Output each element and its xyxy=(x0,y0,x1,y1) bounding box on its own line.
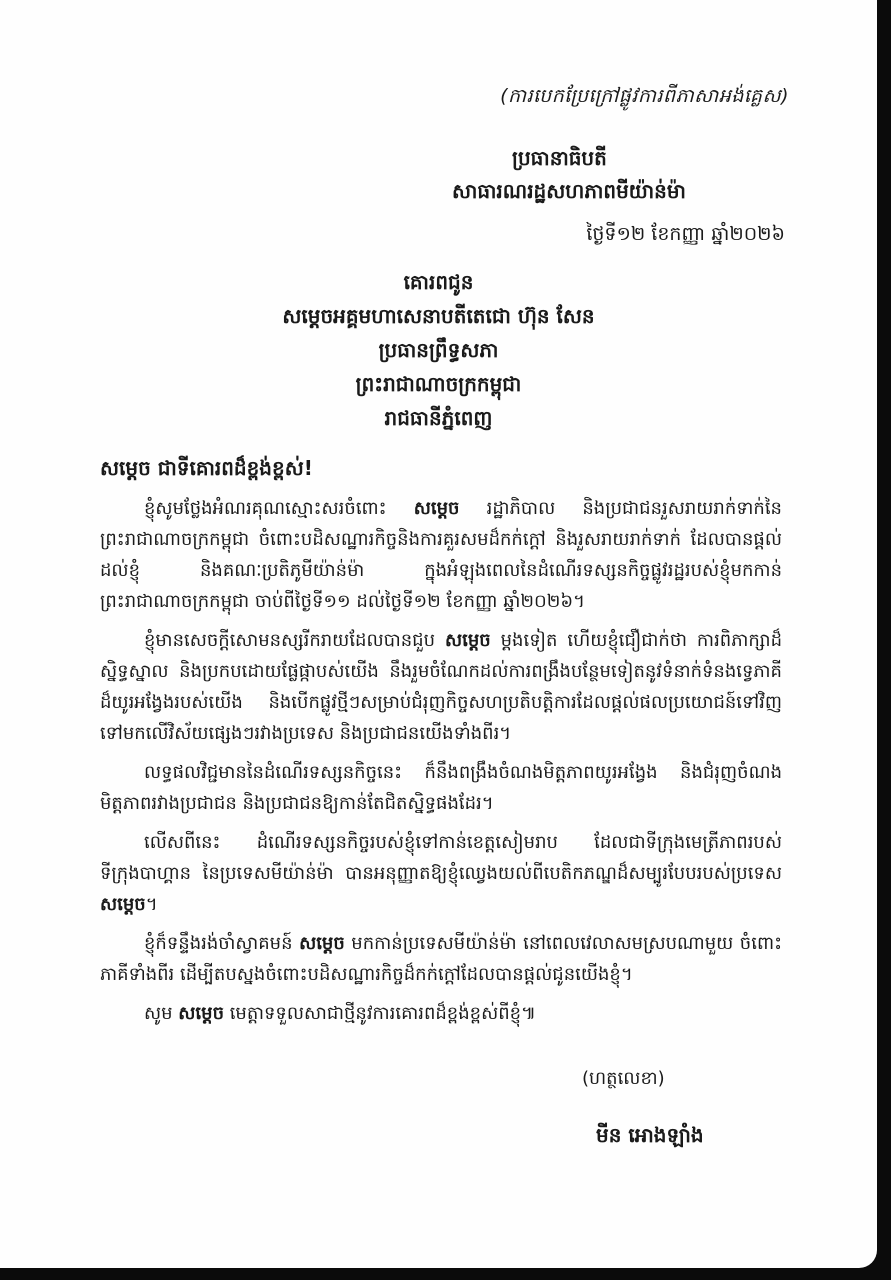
sender-country: សាធារណរដ្ឋសហភាពមីយ៉ាន់ម៉ា xyxy=(452,179,686,203)
paragraph-4-text-b: ។ xyxy=(145,894,158,915)
paragraph-4-emphasis: សម្តេច xyxy=(100,894,146,915)
paragraph-4-text-a: លើសពីនេះ ដំណើរទស្សនកិច្ចរបស់ខ្ញុំទៅកាន់ខេត្តសៀមរាប ដែលជាទីក្រុងមេត្រីភាពរបស់ទីក្រុងបាហ្គាន នៃប្រទេសមីយ៉ាន់ម៉ា បានអនុញ្ញាតឱ្យខ្ញុំឈ្វេងយល់ពីបេតិកភណ្ឌដ៏សម្បូរបែបរបស់ប្រទេស xyxy=(100,832,782,884)
paragraph-2 xyxy=(100,625,782,749)
sender-title: ប្រធានាធិបតី xyxy=(512,146,607,170)
paragraph-2-emphasis: សម្តេច xyxy=(444,630,491,651)
paragraph-6-text-b: មេត្តាទទួលសាជាថ្មីនូវការគោរពដ៏ខ្ពង់ខ្ពស់ពីខ្ញុំ៕ xyxy=(224,1003,537,1024)
salutation: សម្តេច ជាទីគោរពដ៏ខ្ពង់ខ្ពស់! xyxy=(100,456,313,480)
addressee-line-1: គោរពជូន xyxy=(403,270,474,294)
paragraph-5 xyxy=(100,928,782,990)
paragraph-1 xyxy=(100,493,782,617)
addressee-line-5: រាជធានីភ្នំពេញ xyxy=(384,406,493,430)
letter-body xyxy=(100,493,782,1037)
paragraph-6-text-a: សូម xyxy=(144,1003,179,1024)
addressee-line-4: ព្រះរាជាណាចក្រកម្ពុជា xyxy=(355,372,522,396)
paragraph-4 xyxy=(100,827,782,920)
translation-note: (ការបេកប្រែក្រៅផ្លូវការពីភាសាអង់គ្លេស) xyxy=(500,85,789,107)
paragraph-5-text-b: មកកាន់ប្រទេសមីយ៉ាន់ម៉ា នៅពេលវេលាសមស្របណាមួយ ចំពោះភាគីទាំងពីរ ដើម្បីតបស្នងចំពោះបដិសណ្ឋារកិច្ចដ៏កក់ក្តៅដែលបានផ្តល់ជូនយើងខ្ញុំ។ xyxy=(100,933,782,985)
paragraph-1-emphasis: សម្តេច xyxy=(413,498,460,519)
paragraph-5-emphasis: សម្តេច xyxy=(299,933,345,954)
addressee-line-2: សម្តេចអគ្គមហាសេនាបតីតេជោ ហ៊ុន សែន xyxy=(282,304,595,328)
addressee-block xyxy=(0,265,877,435)
letter-date: ថ្ងៃទី១២ ខែកញ្ញា ឆ្នាំ២០២៦ xyxy=(586,223,785,245)
sender-block xyxy=(452,142,782,208)
paragraph-6 xyxy=(100,998,782,1029)
signature-label: (ហត្ថលេខា) xyxy=(582,1068,665,1089)
paragraph-1-text-b: រដ្ឋាភិបាល និងប្រជាជនរួសរាយរាក់ទាក់នៃព្រះរាជាណាចក្រកម្ពុជា ចំពោះបដិសណ្ឋារកិច្ចនិងការគួរសមដ៏កក់ក្ដៅ និងរួសរាយរាក់ទាក់ ដែលបានផ្តល់ដល់ខ្ញុំ និងគណៈប្រតិភូមីយ៉ាន់ម៉ា ក្នុងអំឡុងពេលនៃដំណើរទស្សនកិច្ចផ្លូវរដ្ឋរបស់ខ្ញុំមកកាន់ព្រះរាជាណាចក្រកម្ពុជា ចាប់ពីថ្ងៃទី១១ ដល់ថ្ងៃទី១២ ខែកញ្ញា ឆ្នាំ២០២៦។ xyxy=(100,498,782,612)
paragraph-3: លទ្ធផលវិជ្ជមាននៃដំណើរទស្សនកិច្ចនេះ ក៏នឹងពង្រឹងចំណងមិត្តភាពយូរអង្វែង និងជំរុញចំណងមិត្តភាពរវាងប្រជាជន និងប្រជាជនឱ្យកាន់តែជិតស្និទ្ធផងដែរ។ xyxy=(100,762,782,814)
paragraph-6-emphasis: សម្តេច xyxy=(178,1003,224,1024)
signature-name: មីន អោងឡាំង xyxy=(596,1123,704,1147)
addressee-line-3: ប្រធានព្រឹទ្ធសភា xyxy=(378,338,499,362)
paragraph-2-text-b: ម្តងទៀត ហើយខ្ញុំជឿជាក់ថា ការពិភាក្សាដ៏ស្និទ្ធស្នាល និងប្រកបដោយផ្លែផ្កាបស់យើង នឹងរួមចំណែកដល់ការពង្រឹងបន្ថែមទៀតនូវទំនាក់ទំនងទ្វេភាគីដ៏យូរអង្វែងរបស់យើង និងបើកផ្លូវថ្មីៗសម្រាប់ជំរុញកិច្ចសហប្រតិបត្តិការដែលផ្តល់ផលប្រយោជន៍ទៅវិញទៅមកលើវិស័យផ្សេងៗរវាងប្រទេស និងប្រជាជនយើងទាំងពីរ។ xyxy=(100,630,783,744)
paragraph-1-text-a: ខ្ញុំសូមថ្លែងអំណរគុណស្មោះសរចំពោះ xyxy=(144,498,414,519)
paragraph-2-text-a: ខ្ញុំមានសេចក្តីសោមនស្សរីករាយដែលបានជួប xyxy=(144,630,445,651)
paragraph-5-text-a: ខ្ញុំក៏ទន្ទឹងរង់ចាំស្វាគមន៍ xyxy=(144,933,300,954)
